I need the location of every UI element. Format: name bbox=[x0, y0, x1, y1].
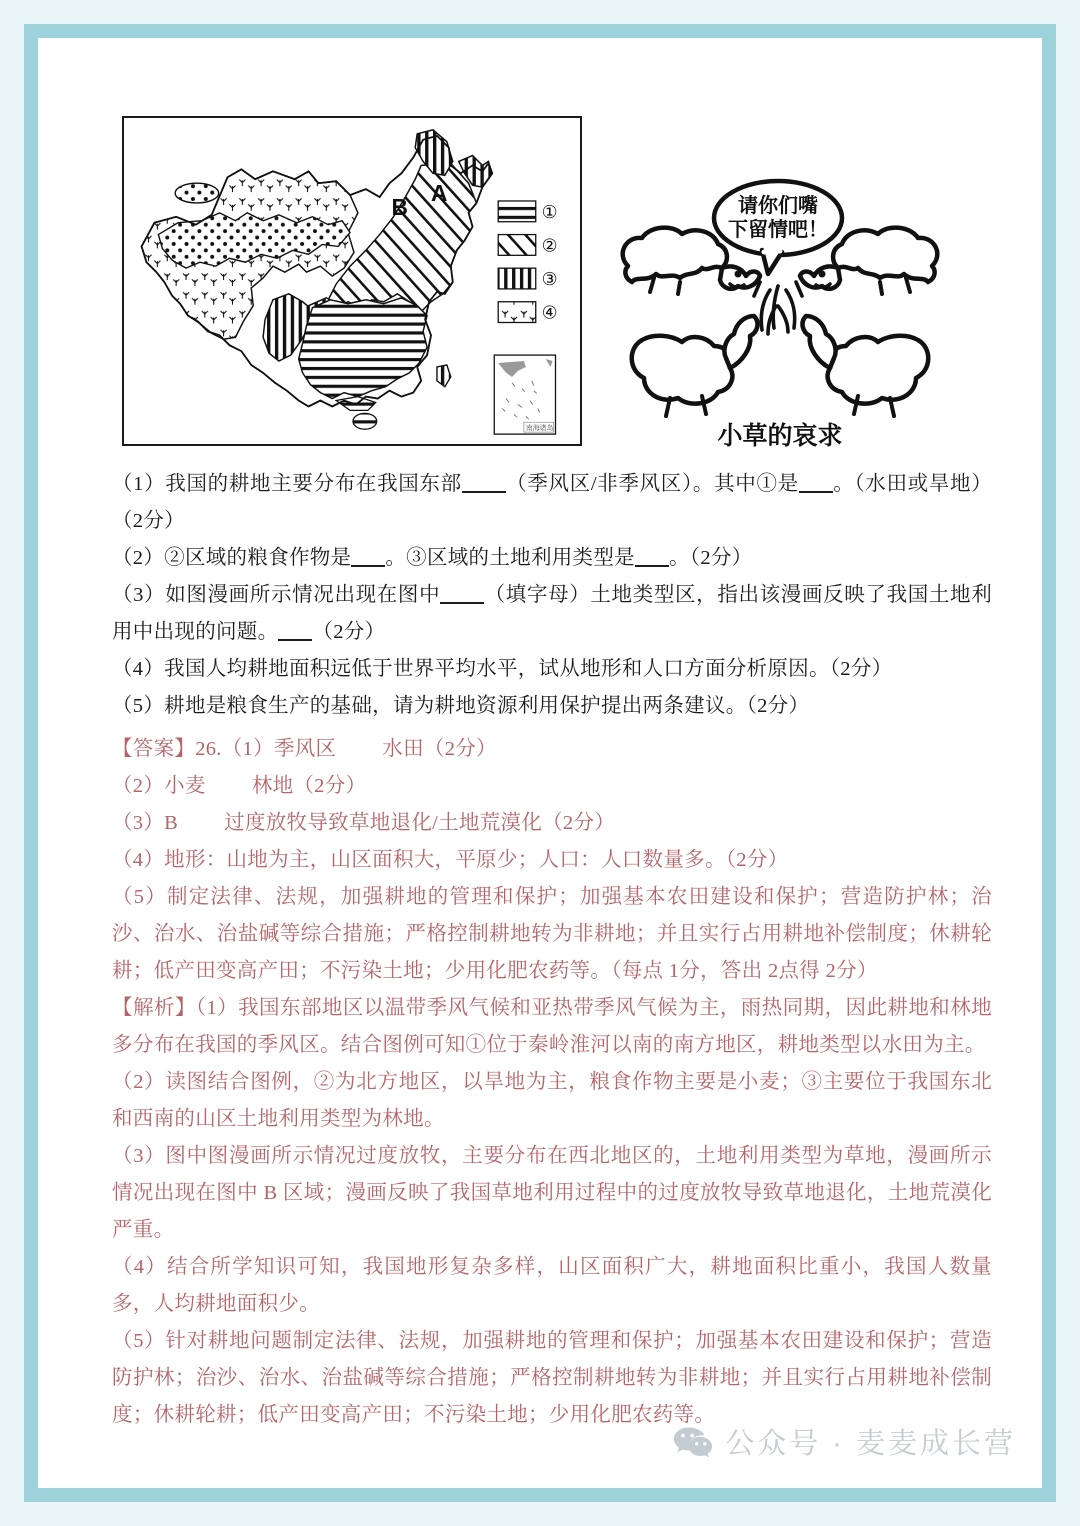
answer-3-value-2: 过度放牧导致草地退化/土地荒漠化（2分） bbox=[224, 812, 616, 834]
answer-line-4: （4）地形：山地为主，山区面积大，平原少；人口：人口数量多。（2分） bbox=[112, 849, 789, 871]
answer-2-value-2: 林地（2分） bbox=[251, 775, 367, 797]
map-svg bbox=[124, 118, 580, 444]
wechat-icon bbox=[673, 1425, 713, 1459]
cartoon-svg bbox=[610, 156, 950, 456]
footer-watermark bbox=[38, 1421, 1042, 1462]
region-desert-basin bbox=[175, 183, 218, 203]
legend-swatch-horizontal-lines bbox=[498, 201, 536, 222]
speech-line-1: 请你们嘴 bbox=[738, 193, 818, 217]
grass-plea-cartoon bbox=[610, 156, 950, 456]
question-2-part-1: （2）②区域的粮食作物是 bbox=[112, 547, 352, 569]
answer-line-1 bbox=[112, 731, 992, 768]
question-5: （5）耕地是粮食生产的基础，请为耕地资源利用保护提出两条建议。（2分） bbox=[112, 695, 810, 717]
map-regions bbox=[142, 130, 493, 429]
question-1-part-2: （季风区/非季风区）。其中①是 bbox=[505, 473, 799, 495]
analysis-header: 【解析】 bbox=[112, 997, 196, 1019]
analysis-line-1 bbox=[112, 990, 992, 1064]
answer-line-3 bbox=[112, 805, 992, 842]
analysis-line-5: （5）针对耕地问题制定法律、法规，加强耕地的管理和保护；加强基本农田建设和保护；营造防护林；治沙、治水、治盐碱等综合措施；严格控制耕地转为非耕地；并且实行占用耕地补偿制度；休耕轮耕；低产田变高产田；不污染土地；少用化肥农药等。 bbox=[112, 1330, 992, 1426]
answer-1-value-1: 季风区 bbox=[273, 738, 337, 760]
legend-number-3: ③ bbox=[541, 268, 558, 290]
answer-blank[interactable] bbox=[462, 491, 506, 493]
legend-swatch-diagonal-hatch bbox=[498, 235, 536, 256]
question-4: （4）我国人均耕地面积远低于世界平均水平，试从地形和人口方面分析原因。（2分） bbox=[112, 658, 893, 680]
question-2-part-3: 。（2分） bbox=[668, 547, 753, 569]
answer-2-value-1: 小麦 bbox=[164, 775, 206, 797]
answer-line-5: （5）制定法律、法规，加强耕地的管理和保护；加强基本农田建设和保护；营造防护林；治沙、治水、治盐碱等综合措施；严格控制耕地转为非耕地；并且实行占用耕地补偿制度；休耕轮耕；低产田变高产田；不污染土地；少用化肥农药等。（每点 1分，答出 2点得 2分） bbox=[112, 886, 992, 982]
region-hainan bbox=[353, 413, 377, 429]
legend-number-2: ② bbox=[541, 235, 558, 257]
figures-row bbox=[38, 38, 1042, 458]
answer-line-2 bbox=[112, 768, 992, 805]
legend-swatch-vertical-bars bbox=[498, 268, 536, 289]
china-land-use-map bbox=[122, 116, 582, 446]
answer-blank[interactable] bbox=[440, 602, 484, 604]
brand-label: 公众号 · 麦麦成长营 bbox=[725, 1428, 1016, 1460]
question-3 bbox=[112, 577, 992, 651]
inset-label: 南海诸岛 bbox=[525, 424, 554, 433]
question-3-part-3: （2分） bbox=[312, 621, 386, 643]
answer-blank[interactable] bbox=[799, 491, 833, 493]
analysis-line-4: （4）结合所学知识可知，我国地形复杂多样，山区面积广大，耕地面积比重小，我国人数量多，人均耕地面积少。 bbox=[112, 1256, 992, 1315]
map-label-b: B bbox=[391, 193, 408, 220]
question-1 bbox=[112, 466, 992, 540]
question-2 bbox=[112, 540, 992, 577]
question-3-part-1: （3）如图漫画所示情况出现在图中 bbox=[112, 584, 441, 606]
answer-blank[interactable] bbox=[635, 565, 669, 567]
legend-number-1: ① bbox=[541, 201, 558, 223]
answer-2-label: （2） bbox=[112, 775, 165, 797]
analysis-item-1: （1）我国东部地区以温带季风气候和亚热带季风气候为主，雨热同期，因此耕地和林地多分布在我国的季风区。结合图例可知①位于秦岭淮河以南的南方地区，耕地类型以水田为主。 bbox=[112, 997, 992, 1056]
map-label-a: A bbox=[431, 179, 448, 206]
answer-blank[interactable] bbox=[351, 565, 385, 567]
analysis-line-2: （2）读图结合图例，②为北方地区，以旱地为主，粮食作物主要是小麦；③主要位于我国东北和西南的山区土地利用类型为林地。 bbox=[112, 1071, 992, 1130]
speech-line-2: 下留情吧！ bbox=[728, 217, 828, 241]
answer-3-value-1: B bbox=[164, 812, 179, 834]
analysis-line-3: （3）图中图漫画所示情况过度放牧，主要分布在西北地区的，土地利用类型为草地，漫画所示情况出现在图中 B 区域；漫画反映了我国草地利用过程中的过度放牧导致草地退化，土地荒漠化严重。 bbox=[112, 1145, 992, 1241]
answer-3-label: （3） bbox=[112, 812, 165, 834]
legend-swatch-grass-marks bbox=[498, 302, 536, 323]
exam-body bbox=[112, 466, 992, 1434]
answer-1-value-2: 水田（2分） bbox=[382, 738, 497, 760]
cartoon-caption: 小草的哀求 bbox=[717, 421, 843, 450]
map-legend bbox=[498, 201, 557, 324]
south-china-sea-inset bbox=[494, 355, 555, 434]
paper-sheet bbox=[38, 38, 1042, 1488]
region-forest-3-taiwan bbox=[437, 365, 451, 387]
answer-blank[interactable] bbox=[278, 639, 312, 641]
answer-1-label: （1） bbox=[221, 738, 274, 760]
grass-tuft bbox=[754, 282, 802, 334]
question-1-part-1: （1）我国的耕地主要分布在我国东部 bbox=[112, 473, 462, 495]
legend-number-4: ④ bbox=[541, 302, 558, 324]
question-3-part-2: （填字母）土地类型区，指出该漫画反映了我国土地利用中出现的问题。 bbox=[112, 584, 992, 643]
answer-header: 【答案】 bbox=[112, 738, 196, 760]
question-1-part-3: 。（水田或旱地）（2分） bbox=[112, 473, 992, 532]
answer-question-number: 26. bbox=[195, 738, 222, 760]
question-2-part-2: 。③区域的土地利用类型是 bbox=[385, 547, 635, 569]
sheep-lower-right bbox=[803, 316, 929, 416]
sheep-lower-left bbox=[632, 316, 758, 416]
